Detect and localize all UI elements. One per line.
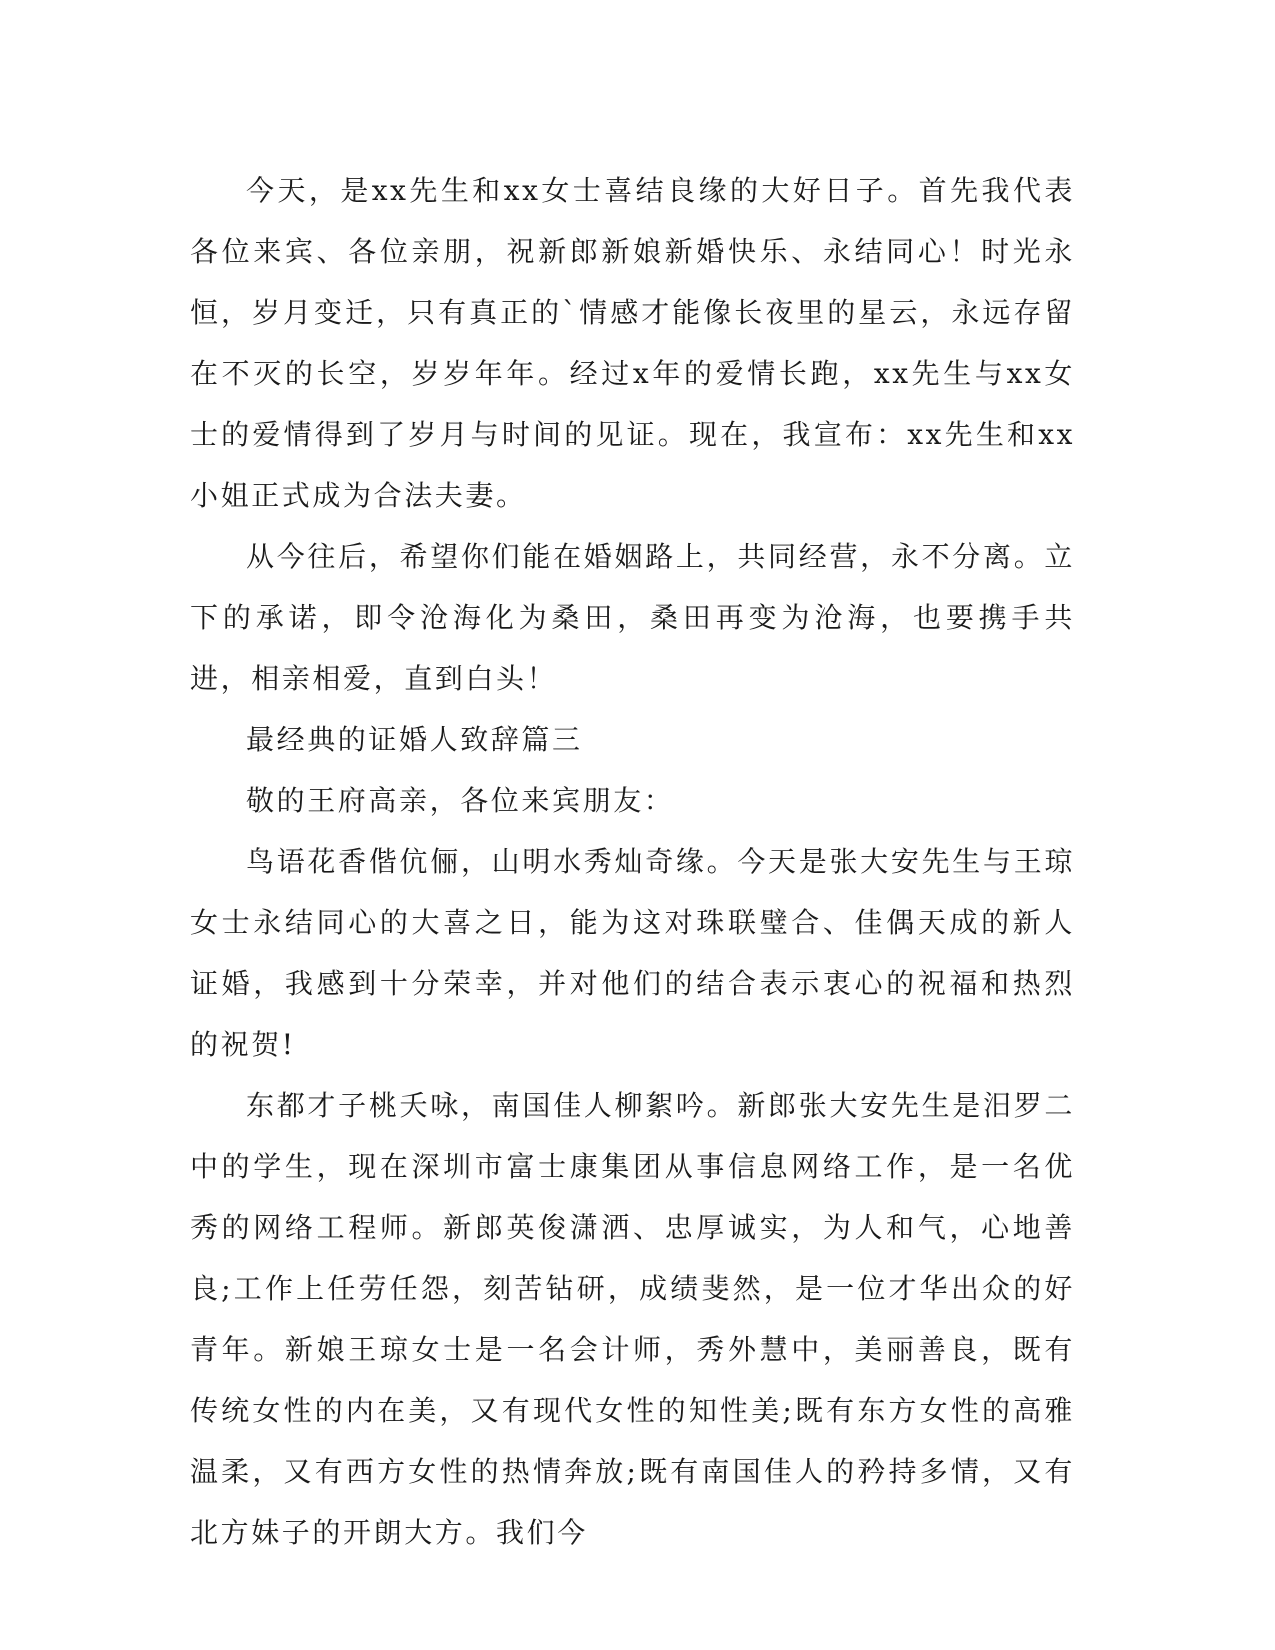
document-body [190, 160, 1075, 1563]
salutation: 敬的王府高亲，各位来宾朋友： [246, 784, 675, 817]
section-heading: 最经典的证婚人致辞篇三 [246, 723, 583, 756]
paragraph-couple-introduction: 东都才子桃夭咏，南国佳人柳絮吟。新郎张大安先生是汨罗二中的学生，现在深圳市富士康集团从事信息网络工作，是一名优秀的网络工程师。新郎英俊潇洒、忠厚诚实，为人和气，心地善良;工作上任劳任怨，刻苦钻研，成绩斐然，是一位才华出众的好青年。新娘王琼女士是一名会计师，秀外慧中，美丽善良，既有传统女性的内在美，又有现代女性的知性美;既有东方女性的高雅温柔，又有西方女性的热情奔放;既有南国佳人的矜持多情，又有北方妹子的开朗大方。我们今 [190, 1089, 1075, 1549]
paragraph-witness-declaration: 今天，是xx先生和xx女士喜结良缘的大好日子。首先我代表各位来宾、各位亲朋，祝新郎新娘新婚快乐、永结同心！时光永恒，岁月变迁，只有真正的`情感才能像长夜里的星云，永远存留在不灭的长空，岁岁年年。经过x年的爱情长跑，xx先生与xx女士的爱情得到了岁月与时间的见证。现在，我宣布：xx先生和xx小姐正式成为合法夫妻。 [190, 174, 1075, 512]
paragraph-blessing: 从今往后，希望你们能在婚姻路上，共同经营，永不分离。立下的承诺，即令沧海化为桑田，桑田再变为沧海，也要携手共进，相亲相爱，直到白头！ [190, 540, 1075, 695]
paragraph-congratulations: 鸟语花香偕伉俪，山明水秀灿奇缘。今天是张大安先生与王琼女士永结同心的大喜之日，能为这对珠联璧合、佳偶天成的新人证婚，我感到十分荣幸，并对他们的结合表示衷心的祝福和热烈的祝贺! [190, 845, 1075, 1061]
